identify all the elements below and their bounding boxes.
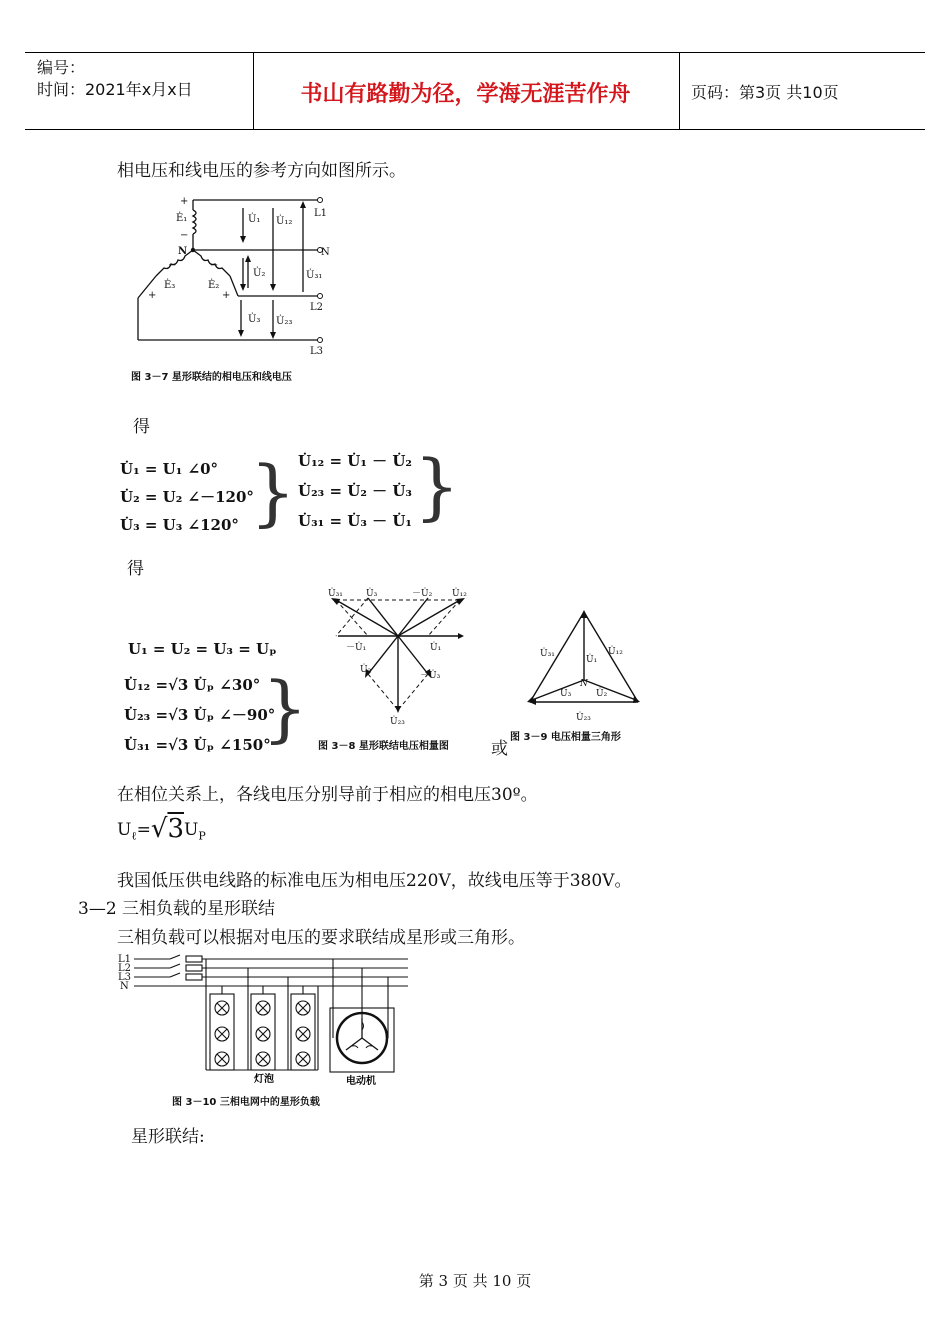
line-eq-1: U̇₁₂ = U̇₁ － U̇₂ (298, 452, 412, 470)
figure-3-8 (320, 584, 490, 726)
label-U23: U̇₂₃ (276, 316, 293, 327)
or-text: 或 (491, 739, 508, 759)
sqrt-eq-1: U̇₁₂ =√3 U̇ₚ ∠30° (124, 676, 261, 694)
standard-voltage-text: 我国低压供电线路的标准电压为相电压220V，故线电压等于380V。 (117, 871, 632, 891)
phase-eq-3: U̇₃ = U₃ ∠120° (120, 516, 239, 534)
load-text: 三相负载可以根据对电压的要求联结成星形或三角形。 (117, 928, 525, 948)
label-N: N (120, 981, 129, 992)
time-label: 时间：2021年x月x日 (37, 80, 193, 99)
label-U31: U̇₃₁ (540, 649, 555, 659)
fig310-caption: 图 3－10 三相电网中的星形负载 (172, 1097, 320, 1108)
label-L2: L2 (310, 302, 324, 313)
page-info: 页码：第3页 共10页 (691, 83, 839, 102)
label-U12: U̇₁₂ (608, 647, 623, 657)
label-L2: L2 (118, 963, 132, 974)
sqrt-sign: √ (150, 814, 168, 844)
number-label: 编号： (37, 58, 86, 77)
page-footer: 第 3 页 共 10 页 (418, 1272, 532, 1290)
ul-formula (117, 812, 206, 842)
label-L1: L1 (118, 954, 132, 965)
label-U3: U̇₃ (560, 689, 572, 699)
header-meta (37, 57, 193, 101)
label-U12: U̇₁₂ (276, 216, 293, 227)
fig38-caption: 图 3－8 星形联结电压相量图 (318, 741, 449, 752)
label-N: N (321, 247, 330, 258)
label-E1: Ė₁ (176, 213, 188, 224)
label-plus: + (148, 290, 157, 301)
brace-right: } (262, 666, 308, 750)
ul-equals: = (136, 820, 151, 840)
sqrt-eq-2: U̇₂₃ =√3 U̇ₚ ∠－90° (124, 706, 276, 724)
label-plus: + (180, 196, 189, 207)
label-U31: U̇₃₁ (306, 270, 323, 281)
line-eq-3: U̇₃₁ = U̇₃ － U̇₁ (298, 512, 412, 530)
phase-equations (120, 455, 254, 539)
label-L1: L1 (314, 208, 328, 219)
label-U3: U̇₃ (366, 589, 378, 599)
label-plus: + (222, 290, 231, 301)
label-U1: U̇₁ (586, 655, 598, 665)
label-minus: − (168, 260, 177, 271)
figure-3-9 (510, 602, 660, 726)
intro-text: 相电压和线电压的参考方向如图所示。 (117, 161, 406, 181)
label-N-node: N (178, 246, 188, 257)
label-mU3: －U̇₃ (420, 671, 441, 681)
label-mU1: －U̇₁ (346, 643, 367, 653)
bulb-label: 灯泡 (254, 1074, 274, 1085)
label-minus: − (210, 260, 219, 271)
label-U2: U̇₂ (596, 689, 608, 699)
figure-3-10 (118, 952, 418, 1092)
sqrt-eq-3: U̇₃₁ =√3 U̇ₚ ∠150° (124, 736, 271, 754)
ul-subscript: ℓ (131, 829, 137, 843)
motor-label: 电动机 (346, 1076, 376, 1087)
sqrt3-value: 3 (167, 814, 184, 844)
brace-right: } (250, 450, 296, 534)
label-U1: U̇₁ (430, 643, 442, 653)
figure-3-7 (128, 188, 358, 388)
label-E3: Ė₃ (164, 280, 176, 291)
header-divider (679, 53, 680, 129)
label-U23: U̇₂₃ (390, 717, 405, 726)
page-header (25, 52, 925, 130)
equal-eq: U₁ = U₂ = U₃ = Uₚ (128, 640, 277, 658)
ul-symbol: U (117, 820, 132, 840)
line-eq-2: U̇₂₃ = U̇₂ － U̇₃ (298, 482, 412, 500)
label-U2: U̇₂ (253, 268, 266, 279)
label-U31: U̇₃₁ (328, 589, 343, 599)
fig39-caption: 图 3－9 电压相量三角形 (510, 732, 621, 743)
label-mU2: －U̇₂ (412, 589, 433, 599)
label-minus: − (180, 230, 189, 241)
label-L3: L3 (310, 346, 324, 357)
motto: 书山有路勤为径，学海无涯苦作舟 (300, 82, 631, 107)
phase-eq-2: U̇₂ = U₂ ∠－120° (120, 488, 254, 506)
de-text-1: 得 (133, 417, 150, 437)
de-text-2: 得 (127, 559, 144, 579)
section-title: 3—2 三相负载的星形联结 (78, 899, 276, 919)
label-E2: Ė₂ (208, 280, 220, 291)
sqrt-equations (124, 670, 275, 760)
label-U2: U̇₂ (360, 665, 372, 675)
up-symbol: U (183, 820, 199, 840)
phase-eq-1: U̇₁ = U₁ ∠0° (120, 460, 219, 478)
label-U23: U̇₂₃ (576, 713, 591, 723)
line-equations (298, 446, 412, 536)
fig37-caption: 图 3－7 星形联结的相电压和线电压 (131, 372, 292, 383)
star-connection-text: 星形联结: (131, 1127, 205, 1147)
label-U1: U̇₁ (248, 214, 261, 225)
label-N: N (580, 679, 588, 689)
up-subscript: P (198, 829, 206, 843)
label-U3: U̇₃ (248, 314, 261, 325)
brace-right: } (414, 444, 460, 528)
label-U12: U̇₁₂ (452, 589, 467, 599)
label-L3: L3 (118, 972, 132, 983)
phase-relation-text: 在相位关系上，各线电压分别导前于相应的相电压30º。 (117, 785, 538, 805)
